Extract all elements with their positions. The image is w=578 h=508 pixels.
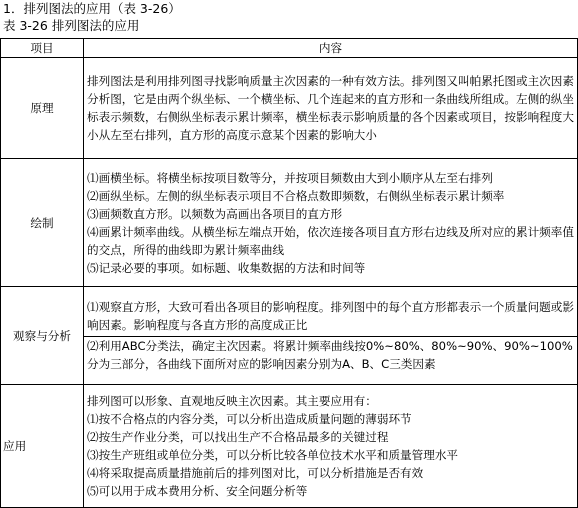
list-item: ⑷画累计频率曲线。从横坐标左端点开始，依次连接各项目直方形右边线及所对应的累计频率值的交点，所得的曲线即为累计频率曲线 bbox=[87, 224, 574, 257]
list-item: 排列图可以形象、直观地反映主次因素。其主要应用有： bbox=[87, 394, 377, 408]
list-item: ⑴按不合格点的内容分类，可以分析出造成质量问题的薄弱环节 bbox=[87, 412, 412, 426]
list-item: ⑴画横坐标。将横坐标按项目数等分，并按项目频数由大到小顺序从左至右排列 bbox=[87, 170, 493, 185]
list-item: ⑸可以用于成本费用分析、安全问题分析等 bbox=[87, 484, 308, 498]
list-item: ⑸记录必要的事项。如标题、收集数据的方法和时间等 bbox=[87, 260, 366, 275]
list-item: ⑶画频数直方形。以频数为高画出各项目的直方形 bbox=[87, 206, 343, 221]
list-item: ⑷将采取提高质量措施前后的排列图对比，可以分析措施是否有效 bbox=[87, 466, 424, 480]
list-item: ⑵画纵坐标。左侧的纵坐标表示项目不合格点数即频数，右侧纵坐标表示累计频率 bbox=[87, 188, 505, 203]
list-item: ⑴观察直方形，大致可看出各项目的影响程度。排列图中的每个直方形都表示一个质量问题或影响因素。影响程度与各直方形的高度成正比 bbox=[87, 300, 574, 332]
table-row bbox=[1, 385, 578, 508]
row-content-principle: 排列图法是利用排列图寻找影响质量主次因素的一种有效方法。排列图又叫帕累托图或主次因素分析图，它是由两个纵坐标、一个横坐标、几个连起来的直方形和一条曲线所组成。左侧的纵坐标表示频数，右侧纵坐标表示累计频率，横坐标表示影响质量的各个因素或项目，按影响程度大小从左至右排列，直方形的高度示意某个因素的影响大小 bbox=[84, 58, 578, 159]
list-item: ⑶按生产班组或单位分类，可以分析比较各单位技术水平和质量管理水平 bbox=[87, 448, 459, 462]
row-content-analysis bbox=[84, 287, 578, 385]
table-caption: 表 3-26 排列图法的应用 bbox=[3, 18, 140, 33]
header-item: 项目 bbox=[1, 39, 84, 58]
section-heading: 1．排列图法的应用（表 3-26） bbox=[3, 1, 181, 16]
row-name-drawing: 绘制 bbox=[1, 159, 84, 287]
list-item: ⑵利用ABC分类法，确定主次因素。将累计频率曲线按0%~80%、80%~90%、90%~100%分为三部分，各曲线下面所对应的影响因素分别为A、B、C三类因素 bbox=[87, 339, 573, 371]
table-row bbox=[1, 159, 578, 287]
header-content: 内容 bbox=[84, 39, 578, 58]
pareto-application-table bbox=[0, 38, 578, 508]
row-name-principle: 原理 bbox=[1, 58, 84, 159]
row-name-application: 应用 bbox=[1, 385, 84, 508]
table-row bbox=[1, 287, 578, 385]
row-content-drawing bbox=[84, 159, 578, 287]
row-name-analysis: 观察与分析 bbox=[1, 287, 84, 385]
row-content-application bbox=[84, 385, 578, 508]
list-item: ⑵按生产作业分类，可以找出生产不合格品最多的关键过程 bbox=[87, 430, 389, 444]
table-header-row bbox=[1, 39, 578, 58]
table-row bbox=[1, 58, 578, 159]
